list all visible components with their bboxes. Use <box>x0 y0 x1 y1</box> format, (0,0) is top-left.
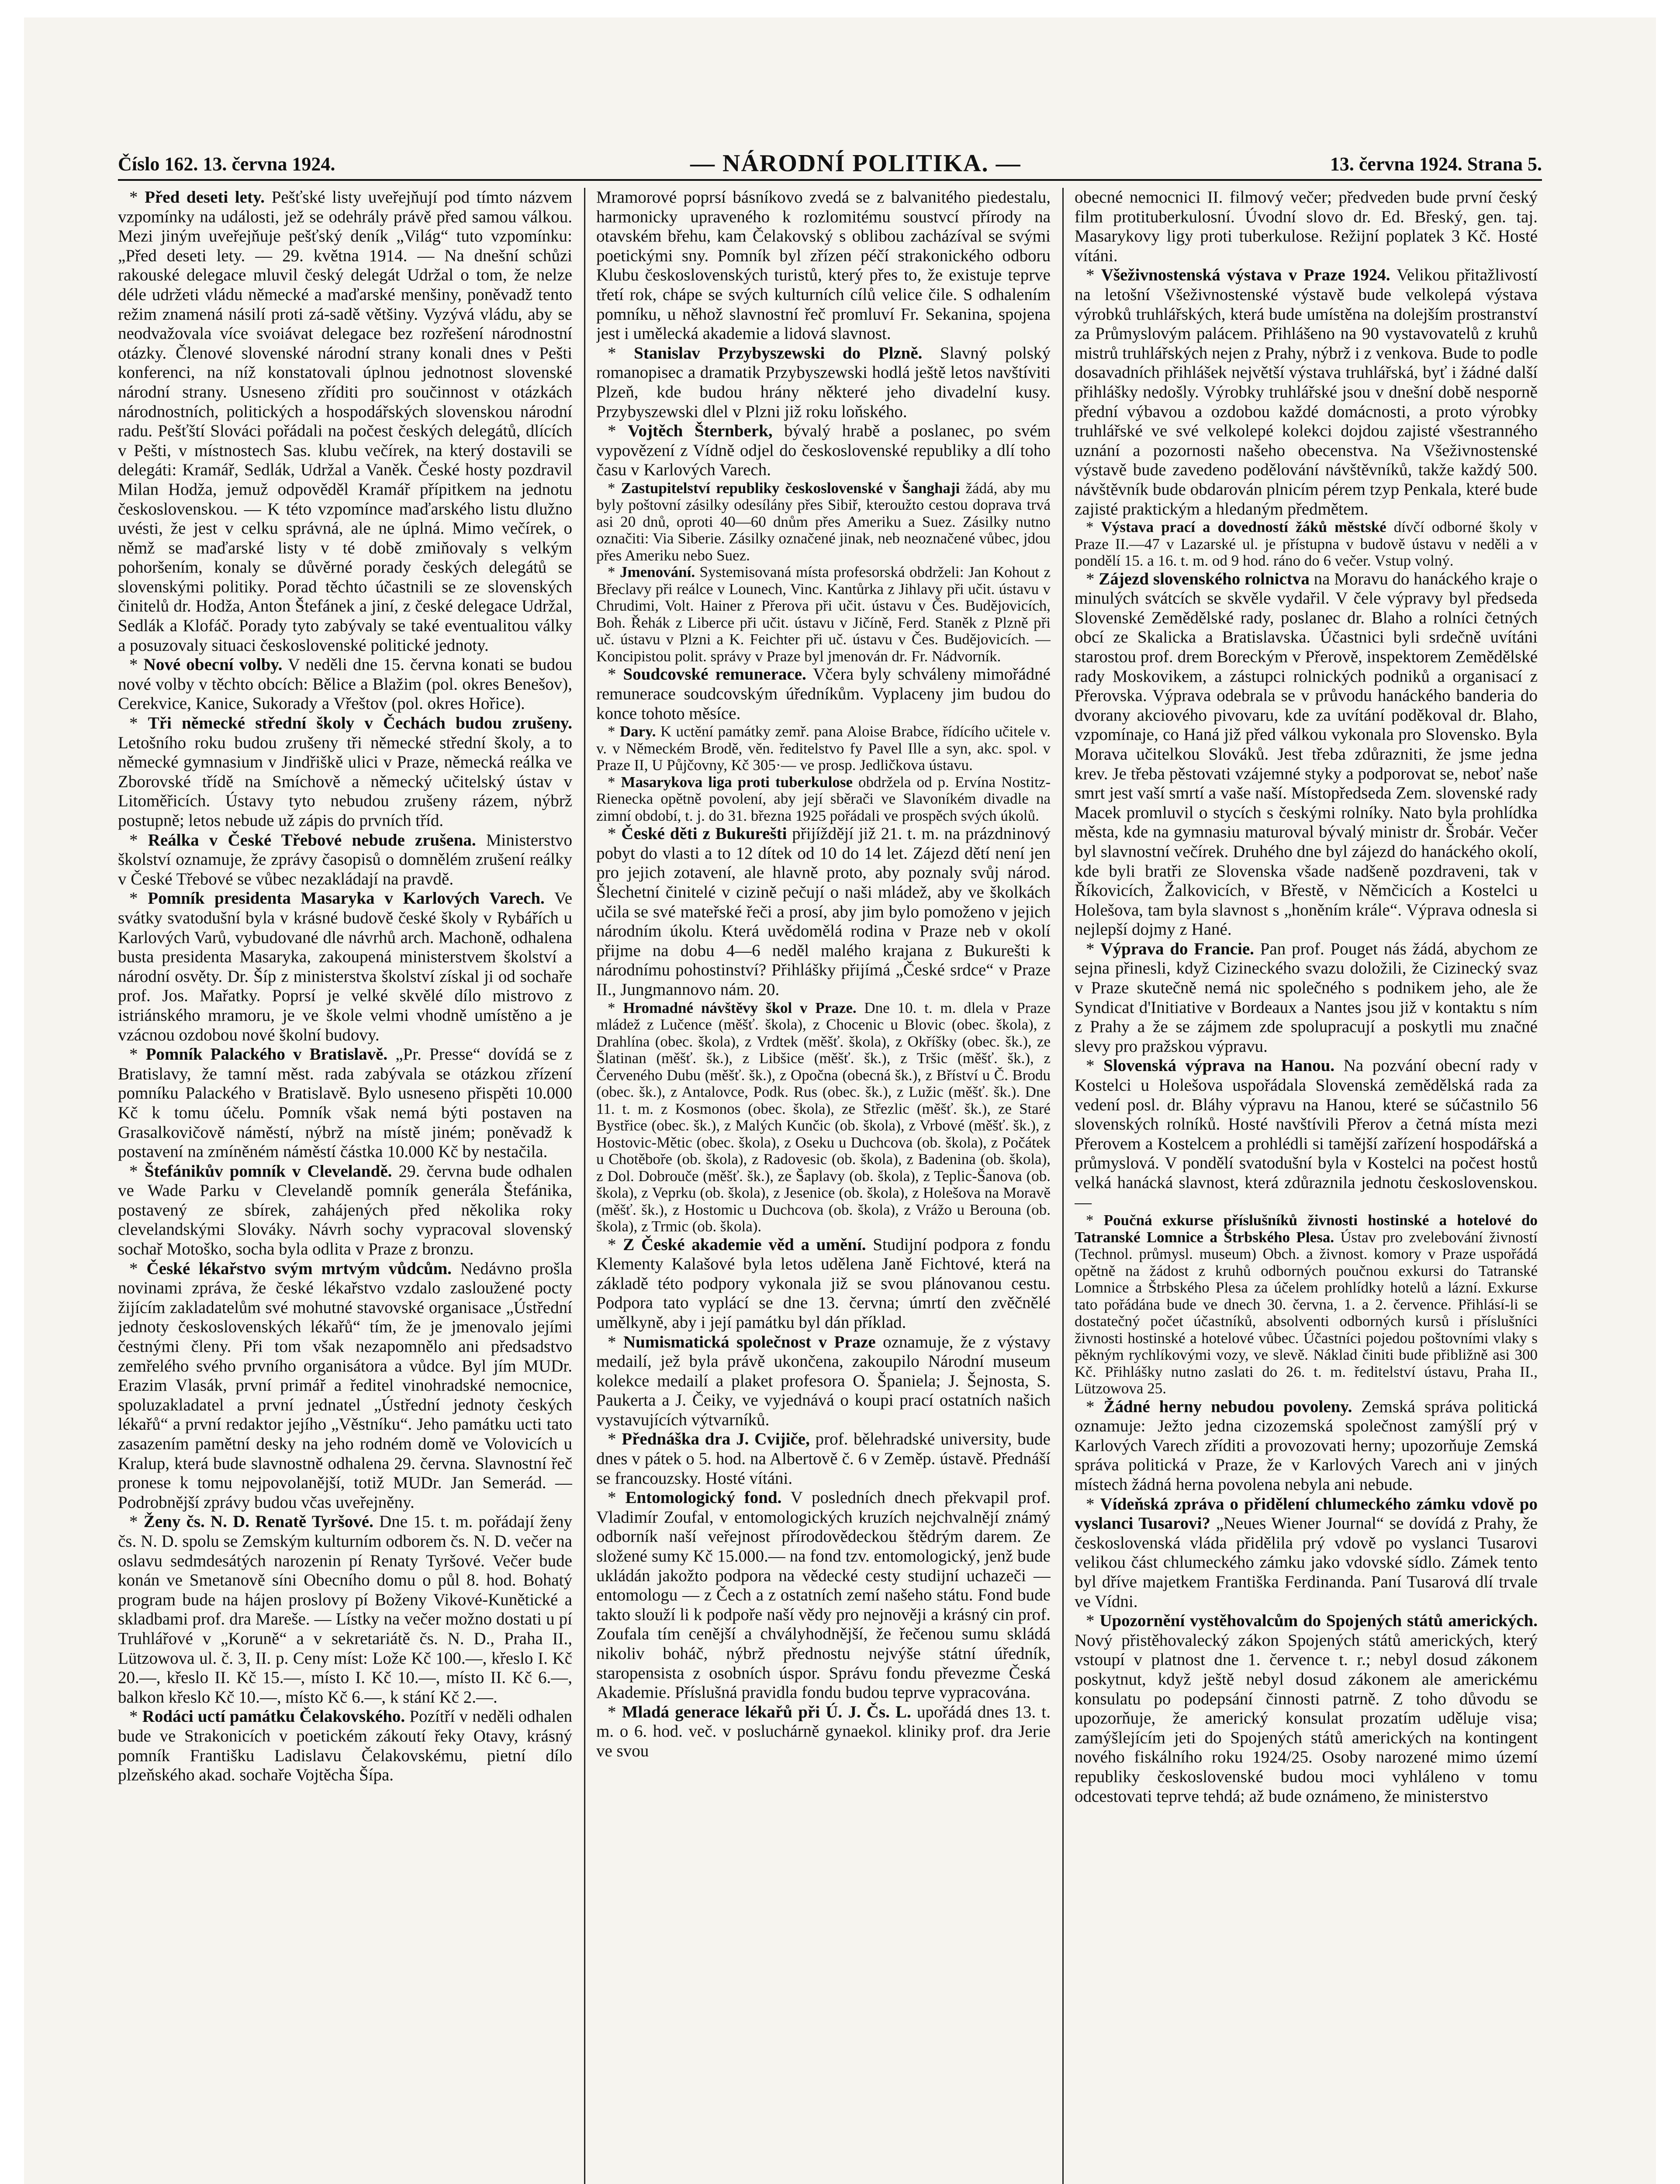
article <box>596 824 1051 999</box>
article-headline: Stanislav Przybyszewski do Plzně. <box>634 343 923 363</box>
article-bullet: * <box>608 479 621 497</box>
article-body: Dne 10. t. m. dlela v Praze mládež z Lučence (měšť. škola), z Chocenic u Blovic (obec. škola), z Drahlína (obec. škola), z Vrdtek (měšť. škola), z Okříšky (obec. šk.), ze Šlatinan (měšť. šk.), z Libšice (měšť. šk.), z Tršic (měšť. šk.), z Červeného Dubu (měšť. šk.), z Opočna (obecná šk.), z Bříství u Č. Brodu (obec. šk.), z Antalovce, Podk. Rus (obec. šk.), z Lužic (měšť. šk.). Dne 11. t. m. z Kosmonos (obec. škola), ze Střezlic (měšť. šk.), ze Staré Bystřice (obec. šk.), z Malých Kunčic (ob. škola), z Vrbové (měšť. šk.), z Hostovic-Mětic (obec. škola), z Oseku u Duchcova (ob. škola), z Počátek u Chotěboře (ob. škola), z Radovesic (ob. škola), z Badenina (ob. škola), z Dol. Dobrouče (měšť. šk.), ze Šaplavy (ob. škola), z Teplic-Šanova (ob. škola), z Veprku (ob. škola), z Jesenice (ob. škola), z Holešova na Moravě (měšť. šk.), z Hostomic u Duchcova (ob. škola), z Vrážo u Berouna (ob. škola), z Trmic (ob. škola). <box>596 999 1051 1235</box>
article-headline: Vojtěch Šternberk, <box>627 422 773 441</box>
article-headline: Entomologický fond. <box>625 1488 782 1507</box>
masthead-title: — NÁRODNÍ POLITIKA. — <box>690 150 1021 177</box>
article <box>596 1488 1051 1703</box>
article-body: „Neues Wiener Journal“ se dovídá z Prahy, že československá vláda přidělila prý vdově po vyslanci Tusarovi velikou část chlumeckého zámku jako vdovské sídlo. Zámek tento byl dříve majetkem Františka Ferdinanda. Paní Tusarová dlí trvale ve Vídni. <box>1075 1514 1538 1611</box>
article-bullet: * <box>608 824 622 843</box>
article-body: Nedávno prošla novinami zpráva, že české lékařstvo vzdalo zasloužené pocty žijícím zakladatelům své mohutné stavovské organisace „Ústřední jednoty československých lékařů“ tím, že je jmenovalo jejími čestnými členy. Při tom však nezapomnělo ani předsadstvo zemřelého svého prvního organisátora a vůdce. Byl jím MUDr. Erazim Vlasák, první primář a ředitel vinohradské nemocnice, spoluzakladatel a první jednatel „Ústřední jednoty českých lékařů“ a první redaktor jejího „Věstníku“. Jeho památku ucti tato zasazením pamětní desky na jeho rodném domě ve Volovicích u Kralup, která bude slavnostně odhalena 29. června. Slavnostní řeč pronese k tomu nejpovolanější, totiž MUDr. Jan Semerád. — Podrobnější zprávy budou včas uveřejněny. <box>118 1259 572 1512</box>
article-body: 29. června bude odhalen ve Wade Parku v Clevelandě pomník generála Štefánika, postavený ze sbírek, zahájených před několika roky clevelandskými Slováky. Návrh sochy vypracoval slovenský sochař Motoško, socha byla odlita v Praze z bronzu. <box>118 1161 572 1259</box>
article-body: Pešťské listy uveřejňují pod tímto názvem vzpomínky na události, jež se odehrály právě před samou válkou. Mezi jiným uveřejňuje pešťský deník „Világ“ tuto vzpomínku: „Před deseti lety. — 29. května 1914. — Na dnešní schůzi rakouské delegace mluvil český delegát Udržal o tom, že nelze déle udržeti vládu německé a maďarské menšiny, poněvadž tento režim znamená násilí proti zá-sadě většiny. Vyzývá vládu, aby se neodvažovala více svoiávat delegace bez rozřešení národnostní otázky. Členové slovenské národní strany konali dnes v Pešti konferenci, na níž konstatovali úplnou jednotnost slovenské národní strany. Usneseno zříditi pro součinnost v otázkách národnostních, politických a hospodářských slovenskou národní radu. Pešťští Slováci pořádali na počest českých delegátů, dlících v Pešti, v místnostech Sas. klubu večírek, na který dostavili se delegáti: Kramář, Sedlák, Udržal a Vaněk. České hosty pozdravil Milan Hodža, jemuž odpověděl Kramář přípitkem na jednotu československou. — K této vzpomínce maďarského listu dlužno uvésti, že jest v celku správná, ale ne úplná. Mimo večírek, o němž se maďarské listy v té době zmiňovaly s velkým pohoršením, konaly se důvěrné porady českých delegátů se slovenskými politiky. Porad těchto účastnili se ze slovenských činitelů dr. Hodža, Anton Štefánek a jiní, z české delegace Udržal, Sedlák a Klofáč. Porady tyto zabývaly se také eventualitou války a posuzovaly situaci československé politické jednoty. <box>118 188 572 655</box>
column-3 <box>1075 188 1538 2184</box>
article-headline: Výprava do Francie. <box>1100 939 1254 958</box>
column-divider <box>584 188 585 2184</box>
article <box>1075 188 1538 266</box>
article <box>596 564 1051 665</box>
article-bullet: * <box>608 563 620 581</box>
article-headline: České lékařstvo svým mrtvým vůdcům. <box>146 1259 452 1278</box>
article <box>1075 570 1538 940</box>
column-1 <box>118 188 572 2184</box>
article <box>118 1045 572 1162</box>
article-bullet: * <box>1086 1397 1104 1416</box>
article <box>596 1703 1051 1761</box>
article <box>596 1430 1051 1488</box>
article <box>596 422 1051 480</box>
article-body: „Pr. Presse“ dovídá se z Bratislavy, že tamní měst. rada zabývala se otázkou zřízení pomníku Palackého v Bratislavě. Bylo usneseno přispěti 10.000 Kč k tomu účelu. Pomník však nemá býti postaven na Grasalkovičově náměstí, nýbrž na místě jiném; poněvadž k postavení na zmíněném náměstí částka 10.000 Kč by nestačila. <box>118 1045 572 1161</box>
article-body: prof. bělehradské university, bude dnes v pátek o 5. hod. na Albertově č. 6 v Zeměp. ústavě. Přednáší se francouzsky. Hosté vítáni. <box>596 1430 1051 1488</box>
article-headline: Výstava prací a dovedností žáků městské <box>1101 518 1386 536</box>
article-bullet: * <box>129 1512 144 1531</box>
column-2 <box>596 188 1051 2184</box>
article-bullet: * <box>129 1707 142 1726</box>
article-bullet: * <box>129 655 144 674</box>
article <box>1075 1056 1538 1212</box>
article <box>596 1235 1051 1333</box>
article-body: dívčí odborné školy v Praze II.—47 v Lazarské ul. je přístupna v budově ústavu v neděli a v pondělí 15. a 16. t. m. od 9 hod. ráno do 6 večer. Vstup volný. <box>1075 518 1538 570</box>
article-body: Na pozvání obecní rady v Kostelci u Holešova uspořádala Slovenská zemědělská rada za vedení posl. dr. Bláhy výpravu na Hanou, které se súčastnilo 56 slovenských rolníků. Hosté navštívili Přerov a četná místa mezi Přerovem a Kostelcem a prohlédli si tamější zařízení hospodářská a průmyslová. V pondělí svatodušní byla v Kostelci na počest hostů velká hanácká slavnost, která zdůraznila jednotu československou. — <box>1075 1056 1538 1212</box>
article-headline: Pomník presidenta Masaryka v Karlových Varech. <box>148 889 545 908</box>
issue-number: Číslo 162. 13. června 1924. <box>118 153 335 175</box>
article-bullet: * <box>1086 266 1101 285</box>
article-body: Včera byly schváleny mimořádné remunerace soudcovským úředníkům. Vyplaceny jim budou do konce tohoto měsíce. <box>596 665 1051 723</box>
article <box>118 1707 572 1785</box>
article-headline: Soudcovské remunerace. <box>623 665 806 684</box>
article-body: Pozítří v neděli odhalen bude ve Strakonicích v poetickém zákoutí řeky Otavy, krásný pomník Františku Ladislavu Čelakovskému, pietní dílo plzeňského akad. sochaře Vojtěcha Šípa. <box>118 1707 572 1785</box>
article <box>1075 519 1538 570</box>
article <box>1075 266 1538 519</box>
article-bullet: * <box>129 830 148 850</box>
article-body: Dne 15. t. m. pořádají ženy čs. N. D. spolu se Zemským kulturním odborem čs. N. D. večer na oslavu sedmdesátých narozenin pí Renaty Tyršové. Večer bude konán ve Smetanově síni Obecního domu o půl 8. hod. Bohatý program bude na hájen proslovy pí Boženy Vikové-Kunětické a skladbami prof. dra Mareše. — Lístky na večer možno dostati u pí Truhlářové v „Koruně“ a v sekretariátě čs. N. D., Praha II., Lützowova ul. č. 3, II. p. Ceny míst: Lože Kč 100.—, křeslo I. Kč 20.—, křeslo II. Kč 15.—, místo I. Kč 10.—, místo II. Kč 6.—, balkon křeslo Kč 10.—, místo Kč 6.—, k stání Kč 2.—. <box>118 1512 572 1707</box>
article-body: bývalý hrabě a poslanec, po svém vypovězení z Vídně odjel do československé republiky a dlí toho času v Karlových Varech. <box>596 422 1051 480</box>
article <box>596 344 1051 422</box>
article <box>118 1512 572 1707</box>
article-headline: Nové obecní volby. <box>143 655 283 674</box>
article-body: Ministerstvo školství oznamuje, že zprávy časopisů o domnělém zrušení reálky v České Třebové se vůbec nezakládají na pravdě. <box>118 830 572 888</box>
article <box>596 480 1051 564</box>
article-headline: Před deseti lety. <box>145 188 265 207</box>
article-body: Nový přistěhovalecký zákon Spojených států amerických, který vstoupí v platnost dne 1. července t. r.; nebyl dosud zákonem poskytnut, když ještě nebyl dosud zákonem ale americkému konsulatu po podepsání činnosti patrně. Z toho důvodu se upozorňuje, že americký konsulat prozatím uděluje visa; zamýšlejícím jeti do Spojených států amerických na kontingent nového fiskálního roku 1924/25. Osoby narozené mimo území republiky československé budou moci vyhláleno v tomu odcestovati teprve tehdá; až bude oznámeno, že ministerstvo <box>1075 1631 1538 1806</box>
article-bullet: * <box>608 665 623 684</box>
article <box>596 1000 1051 1235</box>
article-headline: Přednáška dra J. Cvijiče, <box>622 1430 810 1449</box>
article-body: žádá, aby mu byly poštovní zásilky odesílány přes Sibiř, kteroužto cestou doprava trvá asi 20 dnů, oproti 40—60 dnům přes Ameriku a Suez. Zásilky nutno označiti: Via Siberie. Zásilky označené jinak, neb neoznačené vůbec, jdou přes Ameriku nebo Suez. <box>596 479 1051 564</box>
article-body: Systemisovaná místa profesorská obdrželi: Jan Kohout z Břeclavy při reálce v Lounech, Vinc. Kantůrka z Jihlavy při učit. ústavu v Chrudimi, Volt. Hainer z Přerova při učit. ústavu v Čes. Budějovicích, Boh. Řehák z Liberce při učit. ústavu v Jičíně, Ferd. Staněk z Plzně při uč. ústavu v Plzni a K. Feichter při uč. ústavu v Čes. Budějovicích. — Koncipistou polit. správy v Praze byl jmenován dr. Fr. Nádvorník. <box>596 563 1051 665</box>
article-headline: Tři německé střední školy v Čechách budou zrušeny. <box>148 714 572 733</box>
article-headline: Mladá generace lékařů při Ú. J. Čs. L. <box>622 1702 911 1721</box>
article-headline: Reálka v České Třebové nebude zrušena. <box>148 830 476 850</box>
article-headline: Masarykova liga proti tuberkulose <box>621 773 853 791</box>
article <box>596 1333 1051 1430</box>
article-bullet: * <box>129 188 145 207</box>
article-body: Velikou přitažlivostí na letošní Všeživnostenské výstavě bude velkolepá výstava výrobků truhlářských, která bude umístěna na dolejším prostranství za Průmyslovým palácem. Přihlášeno na 90 vystavovatelů z kruhů mistrů truhlářských nejen z Prahy, nýbrž i z venkova. Bude to podle dosavadních přihlášek největší výstava truhlářská, byť i žádné další přihlášky nedošly. Výrobky truhlářské jsou v dnešní době nesporně přední výbavou a ozdobou každé domácnosti, a proto výrobky truhlářské ve své velkolepé kolekci dojdou zajisté všestranného uznání a pozornosti našeho obecenstva. Na Všeživnostenské výstavě bude zavedeno podělování návštěvníků, takže každý 500. návštěvník bude obdarován plnicím pérem tzyp Penkala, které bude zajisté praktickým a hledaným předmětem. <box>1075 266 1538 518</box>
page-number: 13. června 1924. Strana 5. <box>1330 153 1542 175</box>
article-body: Slavný polský romanopisec a dramatik Przybyszewski hodlá ještě letos navštíviti Plzeň, kde budou hrány některé jeho divadelní kusy. Przybyszewski dlel v Plzni již roku loňského. <box>596 343 1051 421</box>
article-bullet: * <box>608 1488 626 1507</box>
article-bullet: * <box>608 422 628 441</box>
article-headline: Hromadné návštěvy škol v Praze. <box>623 999 857 1016</box>
article-body: Letošního roku budou zrušeny tři německé střední školy, a to německé gymnasium v Jindřiškě ulici v Praze, německá reálka ve Zborovské třídě na Smíchově a německý učitelský ústav v Litoměřicích. Ústavy tyto nebudou zrušeny rázem, nýbrž postupně; letos nebude už zápis do prvních tříd. <box>118 733 572 830</box>
header-rule <box>118 179 1542 181</box>
article-bullet: * <box>608 999 623 1016</box>
column-divider <box>1062 188 1064 2184</box>
article-headline: Dary. <box>619 723 656 740</box>
article <box>118 1259 572 1513</box>
article <box>118 188 572 655</box>
article-body: V posledních dnech překvapil prof. Vladimír Zoufal, v entomologických kruzích nejchvalnějí známý odborník naší veřejnost přírodovědeckou štědrým darem. Ze složené sumy Kč 15.000.— na fond tzv. entomologický, jenž bude ukládán jakožto podpora na vědecké cesty studijní uchazeči — entomologu — z Čech a z ostatních zemí našeho státu. Fond bude takto slouží li k podpoře naší vědy pro nejnověji a krásný cin prof. Zoufala tím cenější a chvályhodnější, že řečenou sumu skládá nikoliv boháč, nýbrž přednostu nejvýše státní úředník, staropensista z osobních úspor. Správu fondu převezme Česká Akademie. Příslušná pravidla fondu budou teprve vypracována. <box>596 1488 1051 1702</box>
article-bullet: * <box>608 1702 622 1721</box>
article <box>596 723 1051 774</box>
page-header <box>118 149 1542 183</box>
article-headline: Jmenování. <box>619 563 695 581</box>
article-bullet: * <box>1086 1611 1100 1631</box>
article-body: Mramorové poprsí básníkovo zvedá se z balvanitého piedestalu, harmonicky upraveného k rozlomitému soustvcí přírody na otavském břehu, kam Čelakovský s oblibou zacházíval se svými poetickými sny. Pomník byl zřízen péčí strakonického odboru Klubu československých turistů, který přes to, že existuje teprve třetí rok, chápe se svých kulturních cílů velice čile. S odhalením pomníku, u něhož slavnostní řeč promluví Fr. Sekanina, spojena jest i umělecká akademie a lidová slavnost. <box>596 188 1051 343</box>
article-headline: Žádné herny nebudou povoleny. <box>1103 1397 1352 1416</box>
article-body: Studijní podpora z fondu Klementy Kalašové byla letos udělena Janě Fichtové, která na základě této podpory vykonala již se svou plánovanou cestu. Podpora tato vyplácí se dne 13. června; úmrtí den zvěčnělé umělkyně, aby i její památku byl dán příklad. <box>596 1235 1051 1332</box>
article-body: Zemská správa politická oznamuje: Ježto jedna cizozemská společnost zamýšlí prý v Karlových Varech zříditi a provozovati herny; upozorňuje Zemská správa politická v Praze, že v Karlových Varech ani v jiných místech žádná herna povolena nebyla ani nebude. <box>1075 1397 1538 1494</box>
article-body: V neděli dne 15. června konati se budou nové volby v těchto obcích: Bělice a Blažim (pol. okres Benešov), Cerekvice, Kanice, Sukorady a Vřeštov (pol. okres Hořice). <box>118 655 572 713</box>
article <box>118 889 572 1045</box>
article-headline: Poučná exkurse příslušníků živnosti hostinské a hotelové do Tatranské Lomnice a Štrbského Plesa. <box>1075 1212 1538 1246</box>
article-headline: Slovenská výprava na Hanou. <box>1103 1056 1335 1075</box>
article-body: upořádá dnes 13. t. m. o 6. hod. več. v posluchárně gynaekol. kliniky prof. dra Jerie ve svou <box>596 1702 1051 1760</box>
article-bullet: * <box>608 343 634 363</box>
article-bullet: * <box>1086 1494 1100 1514</box>
article <box>1075 1212 1538 1397</box>
article-bullet: * <box>1086 1212 1104 1229</box>
article-headline: České děti z Bukurešti <box>621 824 787 843</box>
article <box>118 1162 572 1259</box>
article-body: obdržela od p. Ervína Nostitz-Rieneckа opětně povolení, aby její sběrači ve Slavoníkém divadle na zimní období, t. j. do 31. března 1925 pořádali ve prospěch svých úkolů. <box>596 773 1051 824</box>
article-body: K uctění památky zemř. pana Aloise Brabce, řídícího učitele v. v. v Německém Brodě, věn. ředitelstvo fy Pavel Ille a syn, akc. spol. v Praze II, U Půjčovny, Kč 305·— ve prosp. Jedličkova ústavu. <box>596 723 1051 774</box>
article <box>596 188 1051 344</box>
article-body: oznamuje, že z výstavy medailí, jež byla právě ukončena, zakoupilo Národní museum kolekce medailí a plaket profesora O. Španiela; J. Šejnosta, S. Paukerta a J. Čeiky, ve vyjednává o koupi prací ostatních našich vystavujících výtvarníků. <box>596 1332 1051 1429</box>
article-body: na Moravu do hanáckého kraje o minulých svátcích se skvěle vydařil. V čele výpravy byl předseda Slovenské Zemědělské rady, poslanec dr. Blaho a rolníci četných obcí ze Skalicka a Bratislavska. Účastnici byli srdečně uvítáni starostou prof. drem Boreckým v Přerově, inspektorem Zemědělské rady Moskovikem, a zástupci rolnických podniků a organisací z Přerovska. Výprava odebrala se v průvodu hanáckého banderia do dvorany akciového pivovaru, kde za uvítání poděkoval dr. Blaho, vzpomínaje, co Haná již před válkou vykonala pro Slovensko. Byla Morava učitelkou Slováků. Jest třeba zdůrazniti, že jsme jedna krev. Je třeba pěstovati vzájemné styky a podporovat se, neboť naše smrt jest vaší smrtí a vaše naší. Místopředseda Zem. slovenské rady Macek promluvil o stycích s českými rolníky. Nato byla prohlídka města, kde na gymnasiu maturoval bývalý ministr dr. Šrobár. Večer byl slavnostní večírek. Druhého dne byl zájezd do hanáckého okolí, kde byli bratři ze Slovenska všade nadšeně pozdraveni, tak v Říkovicích, Žalkovicích, v Břestě, v Němčicích a Kostelci u Holešova, tam byla slavnost s „honěním krále“. Výprava odnesla si nejlepší dojmy z Hané. <box>1075 569 1538 939</box>
article-bullet: * <box>129 1045 146 1064</box>
article-bullet: * <box>608 1430 622 1449</box>
article-headline: Ženy čs. N. D. Renatě Tyršové. <box>143 1512 373 1531</box>
article-headline: Zájezd slovenského rolnictva <box>1099 569 1310 588</box>
article-bullet: * <box>129 1259 147 1278</box>
article-headline: Upozornění vystěhovalcům do Spojených států amerických. <box>1099 1611 1538 1631</box>
article <box>596 665 1051 723</box>
article <box>118 831 572 889</box>
article-bullet: * <box>608 723 620 740</box>
article-bullet: * <box>1086 569 1099 588</box>
article-body: přijíždějí již 21. t. m. na prázdninový pobyt do vlasti a to 12 dítek od 10 do 14 let. Zájezd dětí není jen pro jejich zotavení, ale hlavně proto, aby poznaly svůj národ. Šlechetní činitelé v cizině pečují o naši mládež, aby ve školkách učila se své mateřské řeči a prosí, aby jim bylo pomoženo v jejich národním úkolu. Která uvědomělá rodina v Praze neb v okolí přijme na dobu 4—6 neděl malého krajana z Bukurešti k národnímu pohostinství? Přihlášky přijímá „České srdce“ v Praze II., Jungmannovo nám. 20. <box>596 824 1051 999</box>
article-body: Ve svátky svatodušní byla v krásné budově české školy v Rybářích u Karlových Varů, vybudované dle návrhů arch. Machoně, odhalena busta presidenta Masaryka, zakoupená ministerstvem školství a národní osvěty. Dr. Šíp z ministerstva školství získal ji od sochaře prof. Jos. Mařatky. Poprsí je velké skvělé dílo mistrovo z istriánského mramoru, je ve škole velmi vhodně umístěno a je vzácnou ozdobou nové školní budovy. <box>118 889 572 1044</box>
article-headline: Numismatická společnost v Praze <box>623 1332 876 1351</box>
article-bullet: * <box>1086 939 1101 958</box>
article <box>596 774 1051 825</box>
article-bullet: * <box>129 889 148 908</box>
article-headline: Zastupitelství republiky československé v Šanghaji <box>621 479 960 497</box>
article <box>118 714 572 831</box>
article <box>1075 1611 1538 1806</box>
article-bullet: * <box>129 714 148 733</box>
article-headline: Vídeňská zpráva o přidělení chlumeckého zámku vdově po vyslanci Tusarovi? <box>1075 1494 1538 1533</box>
article <box>1075 940 1538 1057</box>
article-headline: Pomník Palackého v Bratislavě. <box>145 1045 388 1064</box>
article-bullet: * <box>1086 518 1101 536</box>
article-headline: Štefánikův pomník v Clevelandě. <box>144 1161 392 1181</box>
article-headline: Všeživnostenská výstava v Praze 1924. <box>1101 266 1390 285</box>
article <box>1075 1495 1538 1612</box>
article-body: obecné nemocnici II. filmový večer; předveden bude první český film protituberkulosní. Úvodní slovo dr. Ed. Břeský, gen. taj. Masarykovy ligy proti tuberkulose. Režijní poplatek 3 Kč. Hosté vítáni. <box>1075 188 1538 265</box>
article-bullet: * <box>608 1332 623 1351</box>
article-bullet: * <box>608 1235 623 1254</box>
article-body: Ústav pro zvelebování živností (Technol. průmysl. museum) Obch. a živnost. komory v Praze uspořádá opětně na žádost z kruhů odborných poučnou exkursi do Tatranské Lomnice a Štrbského Plesa za účelem prohlídky hotelů a lázní. Exkurse tato pořádána bude ve dnech 30. června, 1. a 2. července. Přihlásí-li se dostatečný počet účastníků, absolventi odborných kursů i příslušníci živnosti hostinské a hotelové vůbec. Účastníci pojedou poštovními vlaky s pěkným rychlíkovými vozy, ve slevě. Náklad činiti bude přibližně asi 300 Kč. Přihlášky nutno zaslati do 26. t. m. ředitelství ústavu, Praha II., Lützowova 25. <box>1075 1228 1538 1397</box>
article-bullet: * <box>608 773 621 791</box>
article <box>118 655 572 714</box>
article-bullet: * <box>1086 1056 1104 1075</box>
article-headline: Z České akademie věd a umění. <box>623 1235 866 1254</box>
article-body: Pan prof. Pouget nás žádá, abychom ze sejna přinesli, když Cizineckého svazu doložili, že Cizinecký svaz v Praze skutečně nemá nic společného s podnikem jeho, ale že Syndicat d'Initiative v Bordeaux a Nantes jsou již v kontaktu s ním z Prahy a že se zájmem zde spolupracují a poskytli mu značné slevy pro pražskou výpravu. <box>1075 939 1538 1056</box>
article-headline: Rodáci uctí památku Čelakovského. <box>142 1707 405 1726</box>
article-bullet: * <box>129 1161 145 1181</box>
article <box>1075 1397 1538 1495</box>
